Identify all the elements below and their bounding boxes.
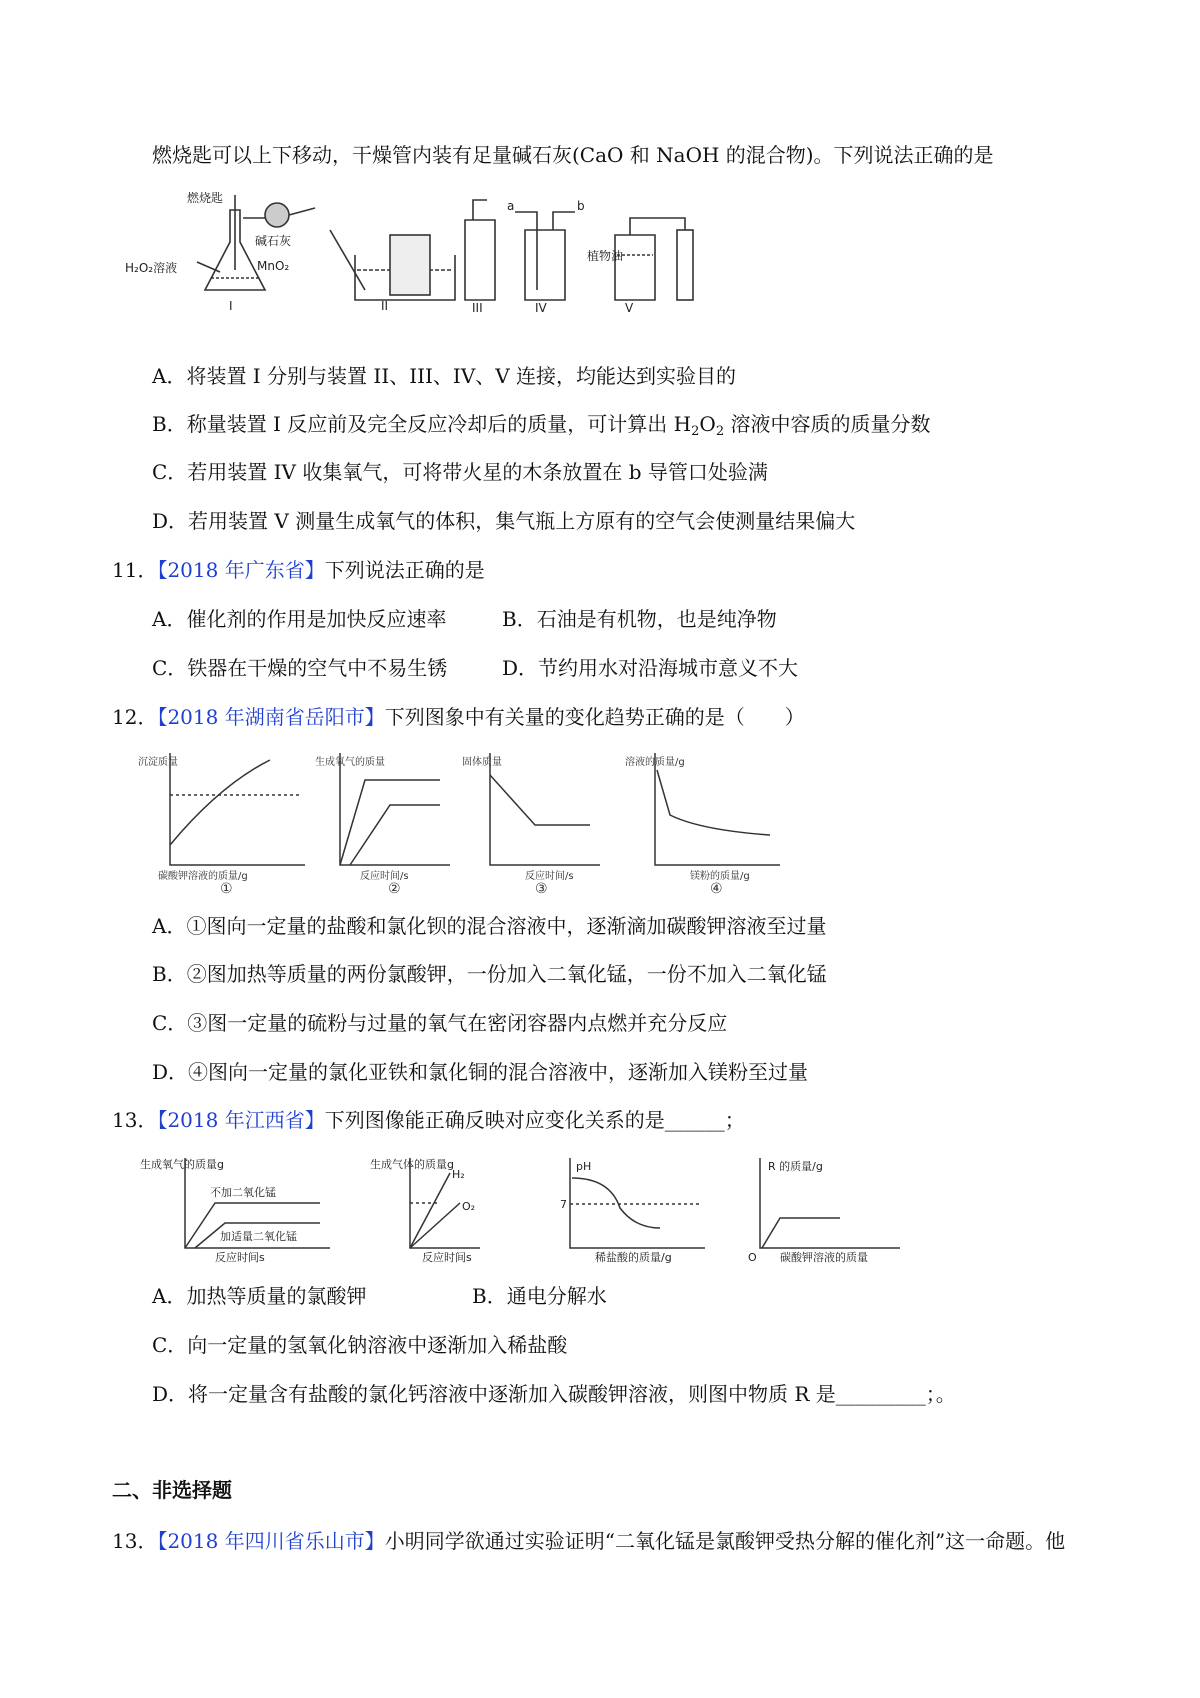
soda-lime-label: 碱石灰	[255, 234, 292, 248]
svg-text:7: 7	[560, 1198, 567, 1211]
svg-text:O₂: O₂	[462, 1200, 476, 1213]
spoon-label: 燃烧匙	[187, 191, 224, 205]
mno2-label: MnO₂	[257, 259, 290, 273]
svg-text:不加二氧化锰: 不加二氧化锰	[210, 1186, 276, 1199]
q13b-stem: 13．【2018 年四川省乐山市】小明同学欲通过实验证明“二氧化锰是氯酸钾受热分解的催化剂”这一命题。他	[112, 1529, 1066, 1553]
svg-text:固体质量: 固体质量	[462, 757, 502, 768]
q10-option-d: D．若用装置 V 测量生成氧气的体积，集气瓶上方原有的空气会使测量结果偏大	[152, 509, 856, 533]
graph-label-3: ③	[535, 881, 548, 895]
svg-text:O: O	[748, 1251, 757, 1263]
q13a-option-b: B．通电分解水	[472, 1284, 607, 1308]
q13a-stem: 13．【2018 年江西省】下列图像能正确反映对应变化关系的是______；	[112, 1108, 745, 1132]
svg-text:镁粉的质量/g: 镁粉的质量/g	[690, 871, 750, 882]
q12-option-b: B．②图加热等质量的两份氯酸钾，一份加入二氧化锰，一份不加入二氧化锰	[152, 962, 827, 986]
h2o2-label: H₂O₂溶液	[125, 261, 178, 275]
q13b-source: 【2018 年四川省乐山市】	[157, 1529, 385, 1553]
svg-text:生成气体的质量g: 生成气体的质量g	[370, 1158, 454, 1171]
roman-4: IV	[535, 301, 547, 315]
graph-label-1: ①	[220, 881, 233, 895]
q11-option-a: A．催化剂的作用是加快反应速率	[152, 607, 447, 631]
svg-text:碳酸钾溶液的质量: 碳酸钾溶液的质量	[780, 1251, 868, 1263]
svg-text:加适量二氧化锰: 加适量二氧化锰	[220, 1230, 297, 1243]
svg-text:反应时间/s: 反应时间/s	[360, 871, 409, 882]
q11-number: 11．	[112, 558, 158, 582]
svg-text:生成氧气的质量: 生成氧气的质量	[315, 757, 385, 768]
svg-text:反应时间s: 反应时间s	[422, 1251, 472, 1263]
graph-label-4: ④	[710, 881, 723, 895]
roman-5: V	[625, 301, 634, 315]
roman-2: II	[381, 299, 389, 313]
svg-text:pH: pH	[576, 1160, 592, 1173]
svg-text:沉淀质量: 沉淀质量	[138, 757, 178, 768]
svg-text:碳酸钾溶液的质量/g: 碳酸钾溶液的质量/g	[158, 871, 248, 882]
svg-text:R 的质量/g: R 的质量/g	[768, 1160, 823, 1173]
svg-text:反应时间s: 反应时间s	[215, 1251, 265, 1263]
q10-option-c: C．若用装置 IV 收集氧气，可将带火星的木条放置在 b 导管口处验满	[152, 460, 768, 484]
q11-option-d: D．节约用水对沿海城市意义不大	[502, 656, 799, 680]
q10-option-a: A．将装置 I 分别与装置 II、III、IV、V 连接，均能达到实验目的	[152, 364, 737, 388]
port-b-label: b	[577, 199, 585, 213]
graph-label-2: ②	[388, 881, 401, 895]
section-heading: 二、非选择题	[112, 1478, 232, 1502]
q13a-option-d: D．将一定量含有盐酸的氯化钙溶液中逐渐加入碳酸钾溶液，则图中物质 R 是_________；。	[152, 1382, 956, 1406]
q12-option-d: D．④图向一定量的氯化亚铁和氯化铜的混合溶液中，逐渐加入镁粉至过量	[152, 1060, 809, 1084]
q13a-option-c: C．向一定量的氢氧化钠溶液中逐渐加入稀盐酸	[152, 1333, 568, 1357]
q12-source: 【2018 年湖南省岳阳市】	[157, 705, 385, 729]
q13a-graphs	[140, 1148, 910, 1263]
q10-stem: 燃烧匙可以上下移动，干燥管内装有足量碱石灰(CaO 和 NaOH 的混合物)。下列说法正确的是	[152, 143, 994, 167]
svg-text:生成氧气的质量g: 生成氧气的质量g	[140, 1158, 224, 1171]
roman-3: III	[472, 301, 483, 315]
q11-source: 【2018 年广东省】	[157, 558, 325, 582]
q12-option-a: A．①图向一定量的盐酸和氯化钡的混合溶液中，逐渐滴加碳酸钾溶液至过量	[152, 914, 827, 938]
svg-text:反应时间/s: 反应时间/s	[525, 871, 574, 882]
q11-option-b: B．石油是有机物，也是纯净物	[502, 607, 777, 631]
svg-text:H₂: H₂	[452, 1168, 465, 1181]
svg-text:稀盐酸的质量/g: 稀盐酸的质量/g	[595, 1251, 672, 1263]
roman-1: I	[229, 299, 233, 313]
q12-stem: 12．【2018 年湖南省岳阳市】下列图象中有关量的变化趋势正确的是（ ）	[112, 705, 805, 729]
q11-stem: 11．【2018 年广东省】下列说法正确的是	[112, 558, 485, 582]
q12-option-c: C．③图一定量的硫粉与过量的氧气在密闭容器内点燃并充分反应	[152, 1011, 728, 1035]
port-a-label: a	[507, 199, 515, 213]
oil-label: 植物油	[587, 249, 624, 263]
q12-graphs	[130, 745, 830, 895]
q13a-source: 【2018 年江西省】	[157, 1108, 325, 1132]
q10-option-b: B．称量装置 I 反应前及完全反应冷却后的质量，可计算出 $H_2O_2$ 溶液中容质的质量分数	[152, 412, 931, 439]
svg-text:溶液的质量/g: 溶液的质量/g	[625, 757, 685, 768]
q11-option-c: C．铁器在干燥的空气中不易生锈	[152, 656, 448, 680]
q13a-option-a: A．加热等质量的氯酸钾	[152, 1284, 367, 1308]
q10-apparatus-diagram	[125, 190, 765, 340]
